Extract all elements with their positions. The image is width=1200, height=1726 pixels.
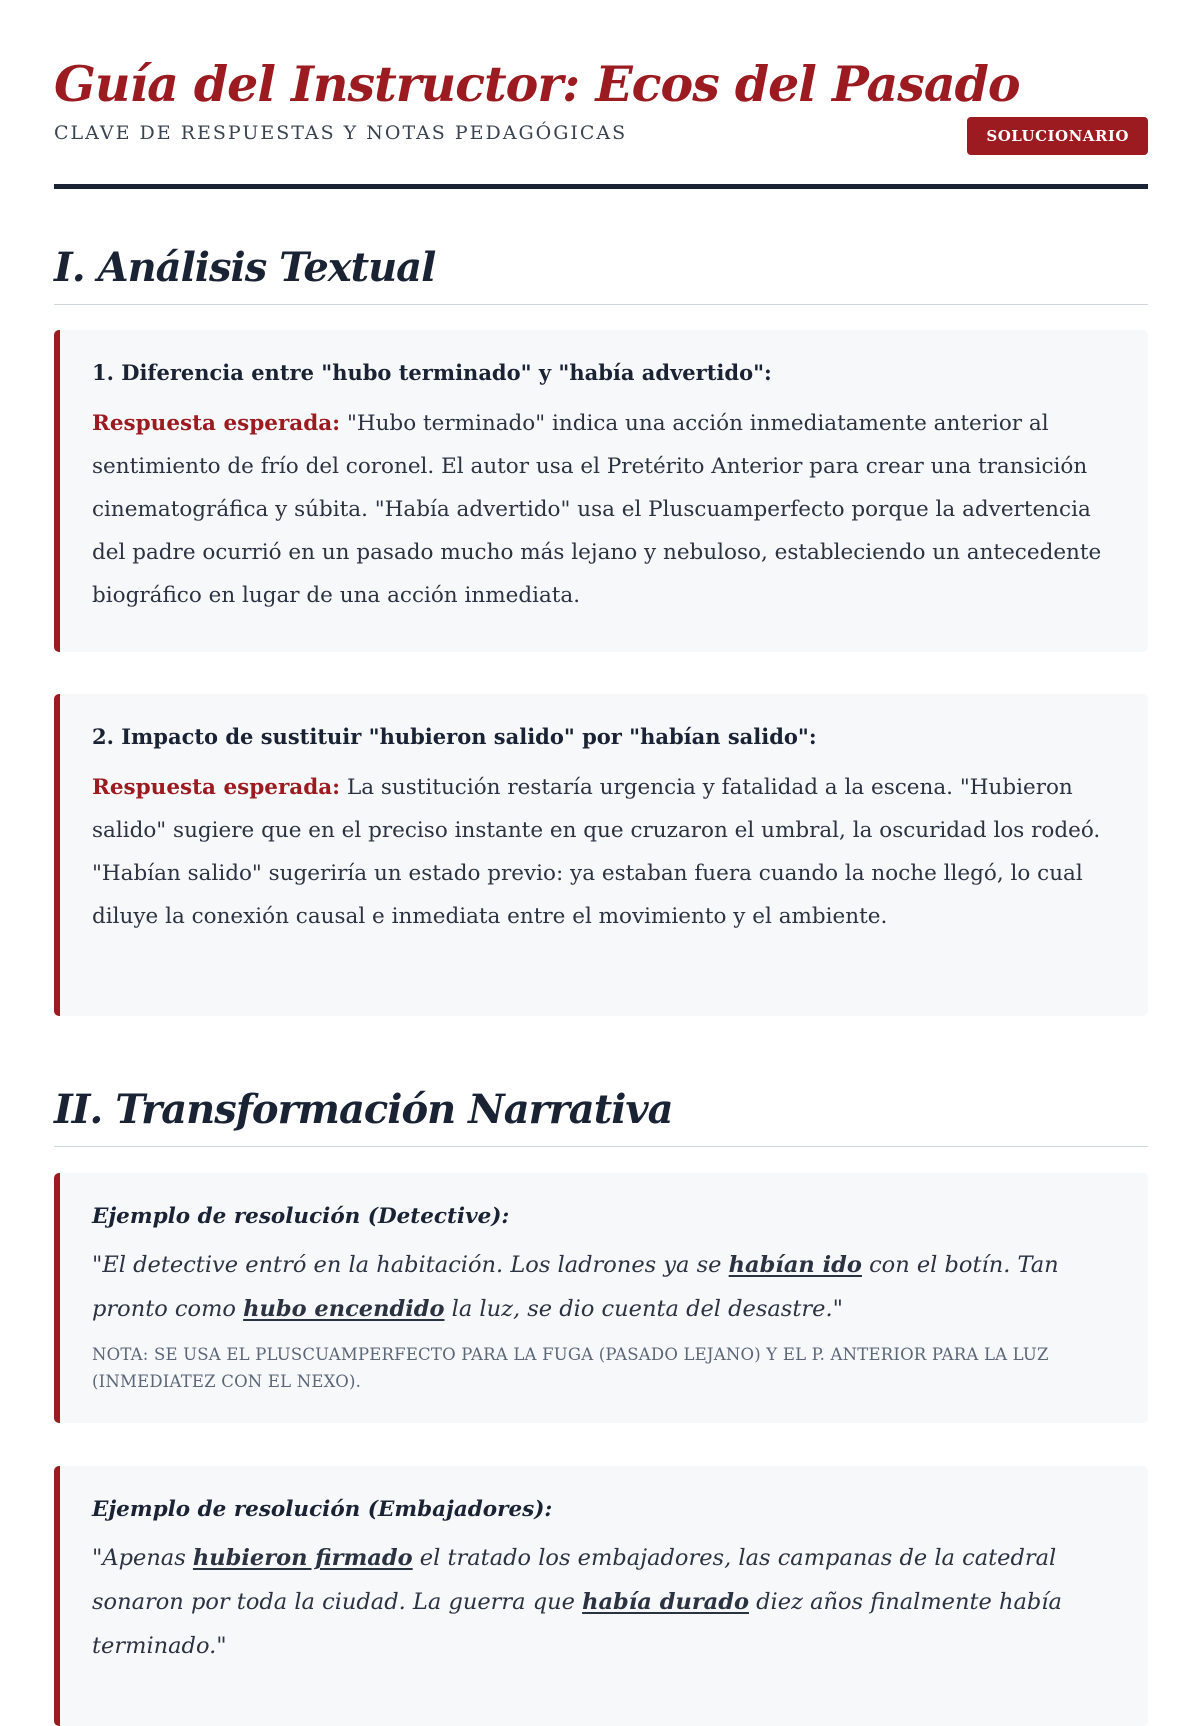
highlighted-verb: hubo encendido — [243, 1296, 445, 1322]
answer-card — [54, 694, 1148, 1016]
highlighted-verb: hubieron firmado — [192, 1545, 413, 1571]
example-text-part: la luz, se dio cuenta del desastre." — [444, 1296, 843, 1322]
answer-body: "Hubo terminado" indica una acción inmediatamente anterior al sentimiento de frío del coronel. El autor usa el Pretérito Anterior para crear una transición cinematográfica y súbita. "Había advertido" usa el Pluscuamperfecto porque la advertencia del padre ocurrió en un pasado mucho más lejano y nebuloso, estableciendo un antecedente biográfico en lugar de una acción inmediata. — [92, 411, 1102, 608]
example-title: Ejemplo de resolución (Embajadores): — [92, 1497, 553, 1522]
example-card — [54, 1466, 1148, 1726]
answer-body: La sustitución restaría urgencia y fatalidad a la escena. "Hubieron salido" sugiere que en el preciso instante en que cruzaron el umbral, la oscuridad los rodeó. "Habían salido" sugeriría un estado previo: ya estaban fuera cuando la noche llegó, lo cual diluye la conexión causal e inmediata entre el movimiento y el ambiente. — [92, 775, 1101, 929]
example-text-part: con el botín. Tan pronto como — [92, 1252, 1059, 1322]
example-text — [92, 1536, 1116, 1668]
example-text-part: diez años finalmente había terminado." — [92, 1589, 1062, 1659]
section-heading-analisis: I. Análisis Textual — [54, 240, 1148, 305]
example-text-part: el tratado los embajadores, las campanas de la catedral sonaron por toda la ciudad. La guerra que — [92, 1545, 1057, 1615]
document-subtitle: CLAVE DE RESPUESTAS Y NOTAS PEDAGÓGICAS — [54, 122, 628, 144]
document-header — [54, 52, 1148, 189]
highlighted-verb: habían ido — [728, 1252, 862, 1278]
answer-label: Respuesta esperada: — [92, 411, 341, 436]
highlighted-verb: había durado — [582, 1589, 749, 1615]
example-text-part: "El detective entró en la habitación. Los ladrones ya se — [92, 1252, 729, 1278]
document-title: Guía del Instructor: Ecos del Pasado — [54, 55, 1020, 113]
answer-text — [92, 766, 1116, 938]
answer-card — [54, 330, 1148, 652]
pedagogical-note: NOTA: SE USA EL PLUSCUAMPERFECTO PARA LA FUGA (PASADO LEJANO) Y EL P. ANTERIOR PARA LA LUZ (INMEDIATEZ CON EL NEXO). — [92, 1345, 1049, 1391]
answer-text — [92, 402, 1116, 617]
solucionario-badge: SOLUCIONARIO — [967, 117, 1148, 155]
example-title: Ejemplo de resolución (Detective): — [92, 1204, 510, 1229]
example-text — [92, 1243, 1116, 1331]
example-text-part: "Apenas — [92, 1545, 193, 1571]
question-title: 1. Diferencia entre "hubo terminado" y "había advertido": — [92, 360, 772, 385]
answer-label: Respuesta esperada: — [92, 775, 341, 800]
section-heading-transformacion: II. Transformación Narrativa — [54, 1082, 1148, 1147]
question-title: 2. Impacto de sustituir "hubieron salido" por "habían salido": — [92, 724, 817, 749]
example-card — [54, 1173, 1148, 1423]
